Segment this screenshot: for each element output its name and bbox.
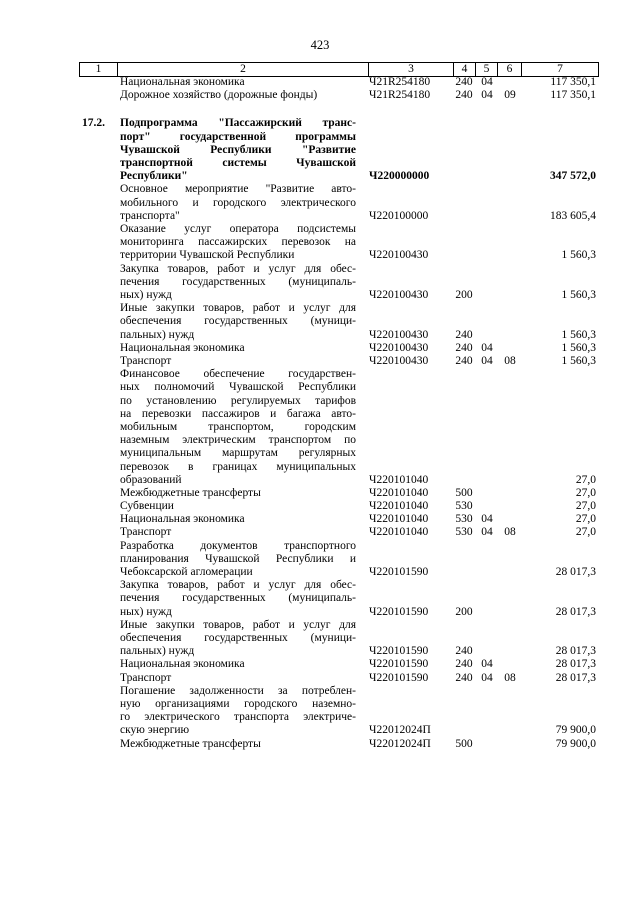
description-line: Дорожное хозяйство (дорожные фонды) [120,89,318,102]
description-line: печения государственных (муниципаль- [120,592,356,605]
amount: 1 560,3 [561,354,596,367]
description-line: ных полномочий Чувашской Республики [120,381,356,394]
section-code: 04 [481,513,493,526]
description-line: Межбюджетные трансферты [120,737,261,750]
row-number: 17.2. [82,117,105,130]
target-code: Ч220101590 [369,605,429,618]
header-col-4: 4 [453,63,475,76]
description-line: скую энергию [120,724,190,737]
amount: 1 560,3 [561,249,596,262]
expense-type: 240 [455,75,473,88]
table-row [0,672,640,685]
description-line: планирования Чувашской Республики и [120,552,356,565]
row-description [120,263,356,303]
table-row [0,579,640,619]
description-line: обеспечения государственных (муници- [120,632,356,645]
section-code: 04 [481,658,493,671]
header-col-2: 2 [117,63,368,76]
table-row [0,302,640,342]
target-code: Ч22012024П [369,724,431,737]
row-description [120,117,356,183]
row-description [120,183,356,223]
row-description [120,223,356,263]
row-description [120,672,356,685]
table-row [0,500,640,513]
amount: 79 900,0 [555,737,596,750]
table-row [0,342,640,355]
description-line: муниципальным маршрутам регулярных [120,447,356,460]
section-code: 04 [481,526,493,539]
amount: 347 572,0 [550,170,596,183]
header-col-1: 1 [79,63,117,76]
expense-type: 200 [455,288,473,301]
description-line: ных) нужд [120,605,172,618]
header-col-6: 6 [497,63,521,76]
table-row [0,117,640,183]
description-line: Разработка документов транспортного [120,539,356,552]
table-row [0,513,640,526]
section-code: 04 [481,75,493,88]
target-code: Ч220100430 [369,328,429,341]
expense-type: 530 [455,526,473,539]
description-line: Иные закупки товаров, работ и услуг для [120,302,356,315]
description-line: Субвенции [120,500,174,513]
row-description [120,368,356,487]
description-line: Иные закупки товаров, работ и услуг для [120,618,356,631]
description-line: Погашение задолженности за потреблен- [120,684,356,697]
amount: 183 605,4 [550,209,596,222]
target-code: Ч220100430 [369,288,429,301]
row-description [120,355,356,368]
target-code: Ч220101040 [369,486,429,499]
target-code: Ч220101040 [369,526,429,539]
amount: 28 017,3 [555,605,596,618]
target-code: Ч220101590 [369,566,429,579]
subsection-code: 08 [504,671,516,684]
row-description [120,76,356,89]
description-line: Межбюджетные трансферты [120,486,261,499]
expense-type: 530 [455,513,473,526]
description-line: перевозок в границах муниципальных [120,460,356,473]
description-line: пальных) нужд [120,645,195,658]
target-code: Ч220100430 [369,249,429,262]
description-line: образований [120,473,182,486]
row-description [120,513,356,526]
expense-type: 500 [455,486,473,499]
row-description [120,540,356,580]
section-code: 04 [481,354,493,367]
description-line: мобильным транспортом, городским [120,420,356,433]
amount: 117 350,1 [550,89,596,102]
description-line: мониторинга пассажирских перевозок на [120,236,356,249]
expense-type: 530 [455,500,473,513]
row-description [120,89,356,102]
description-line: на перевозки пассажиров и багажа авто- [120,407,356,420]
description-line: го электрического транспорта электриче- [120,711,356,724]
table-header [79,62,599,77]
expense-type: 200 [455,605,473,618]
row-description [120,658,356,671]
amount: 28 017,3 [555,658,596,671]
expense-type: 240 [455,328,473,341]
section-code: 04 [481,341,493,354]
target-code: Ч220100000 [369,209,429,222]
target-code: Ч220100430 [369,341,429,354]
description-line: Национальная экономика [120,513,245,526]
amount: 1 560,3 [561,288,596,301]
description-line: Чебоксарской агломерации [120,566,253,579]
expense-type: 240 [455,341,473,354]
section-code: 04 [481,671,493,684]
description-line: порт" государственной программы [120,130,356,143]
header-col-5: 5 [475,63,497,76]
table-row [0,685,640,738]
row-description [120,500,356,513]
target-code: Ч220101040 [369,513,429,526]
amount: 117 350,1 [550,75,596,88]
description-line: Транспорт [120,354,172,367]
amount: 1 560,3 [561,341,596,354]
amount: 27,0 [575,513,596,526]
subsection-code: 08 [504,526,516,539]
description-line: Национальная экономика [120,341,245,354]
header-col-3: 3 [368,63,453,76]
target-code: Ч220101590 [369,671,429,684]
target-code: Ч220100430 [369,354,429,367]
amount: 27,0 [575,500,596,513]
table-row [0,76,640,89]
description-line: мобильного и городского электрического [120,196,356,209]
description-line: Транспорт [120,526,172,539]
row-description [120,302,356,342]
table-row [0,355,640,368]
description-line: Национальная экономика [120,76,245,88]
table-row [0,540,640,580]
table-row [0,183,640,223]
target-code: Ч220101590 [369,658,429,671]
row-description [120,526,356,539]
description-line: Республики" [120,170,188,183]
page-number: 423 [310,38,330,52]
row-description [120,579,356,619]
target-code: Ч220101040 [369,500,429,513]
target-code: Ч220101040 [369,473,429,486]
budget-table-body [0,76,640,751]
table-row [0,526,640,539]
table-row [0,368,640,487]
description-line: наземным электрическим транспортом по [120,434,356,447]
table-row [0,738,640,751]
description-line: Транспорт [120,671,172,684]
target-code: Ч220101590 [369,645,429,658]
target-code: Ч21R254180 [369,89,431,102]
table-row [0,89,640,102]
description-line: Подпрограмма "Пассажирский транс- [120,117,356,130]
table-row [0,223,640,263]
expense-type: 500 [455,737,473,750]
expense-type: 240 [455,354,473,367]
description-line: Закупка товаров, работ и услуг для обес- [120,262,356,275]
description-line: печения государственных (муниципаль- [120,275,356,288]
description-line: Чувашской Республики "Развитие [120,143,356,156]
description-line: Финансовое обеспечение государствен- [120,368,356,381]
table-row [0,658,640,671]
amount: 27,0 [575,473,596,486]
subsection-code: 09 [504,89,516,102]
amount: 28 017,3 [555,645,596,658]
description-line: Оказание услуг оператора подсистемы [120,223,356,235]
row-description [120,619,356,659]
row-description [120,487,356,500]
description-line: Национальная экономика [120,658,245,671]
expense-type: 240 [455,645,473,658]
expense-type: 240 [455,658,473,671]
description-line: Закупка товаров, работ и услуг для обес- [120,579,356,592]
description-line: по установлению регулируемых тарифов [120,394,356,407]
description-line: пальных) нужд [120,328,195,341]
description-line: ную организациями городского наземно- [120,698,356,711]
row-description [120,685,356,738]
table-row [0,619,640,659]
description-line: транспортной системы Чувашской [120,157,356,169]
target-code: Ч21R254180 [369,75,431,88]
description-line: транспорта" [120,209,180,222]
description-line: ных) нужд [120,288,172,301]
row-description [120,342,356,355]
amount: 79 900,0 [555,724,596,737]
target-code: Ч22012024П [369,737,431,750]
header-col-7: 7 [521,63,599,76]
amount: 27,0 [575,486,596,499]
amount: 1 560,3 [561,328,596,341]
description-line: обеспечения государственных (муници- [120,315,356,328]
description-line: Основное мероприятие "Развитие авто- [120,183,356,196]
row-description [120,738,356,751]
amount: 27,0 [575,526,596,539]
section-code: 04 [481,89,493,102]
expense-type: 240 [455,89,473,102]
table-row [0,263,640,303]
expense-type: 240 [455,671,473,684]
table-row [0,487,640,500]
description-line: территории Чувашской Республики [120,249,295,262]
subsection-code: 08 [504,354,516,367]
target-code: Ч220000000 [369,170,430,183]
amount: 28 017,3 [555,671,596,684]
amount: 28 017,3 [555,566,596,579]
